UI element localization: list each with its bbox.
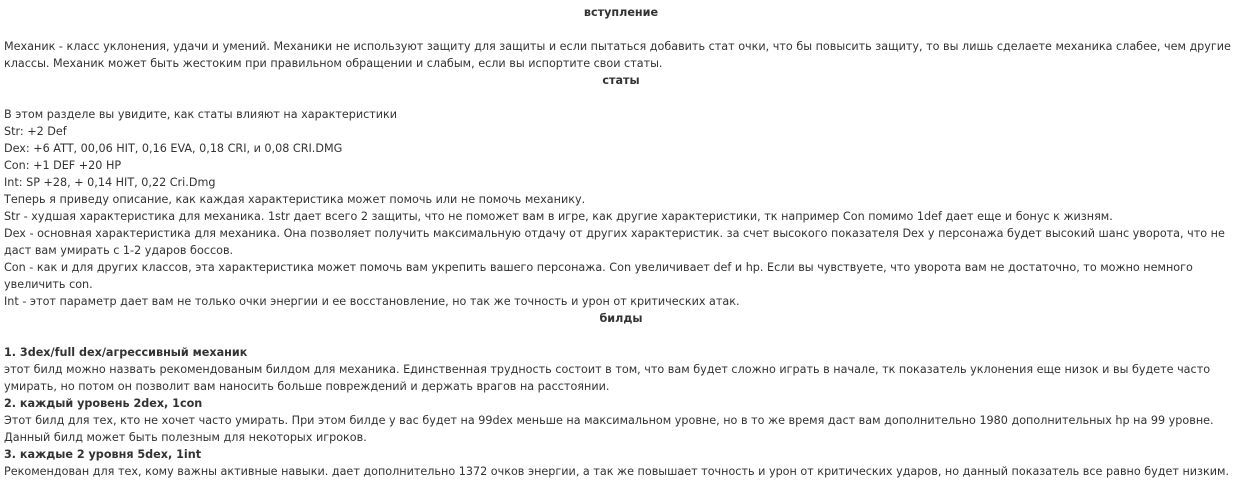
stats-line: Теперь я приведу описание, как каждая характеристика может помочь или не помочь механику. — [4, 193, 586, 206]
section-title-intro: вступление — [583, 6, 659, 19]
stats-line: Int - этот параметр дает вам не только очки энергии и ее восстановление, но так же точность и урон от критических атак. — [4, 295, 740, 308]
build-name: 2. каждый уровень 2dex, 1con — [4, 397, 203, 410]
build-description: этот билд можно назвать рекомендованым билдом для механика. Единственная трудность состоит в том, что вам будет сложно играть в начале, тк показатель уклонения еще низок и вы будете часто умирать, но потом он позволит вам наносить больше повреждений и держать врагов на расстоянии. — [4, 363, 1211, 393]
stats-line: Int: SP +28, + 0,14 HIT, 0,22 Cri.Dmg — [4, 176, 216, 189]
stats-line: Dex: +6 ATT, 00,06 HIT, 0,16 EVA, 0,18 CRI, и 0,08 CRI.DMG — [4, 142, 343, 155]
stats-line: Str: +2 Def — [4, 125, 67, 138]
build-description: Рекомендован для тех, кому важны активные навыки. дает дополнительно 1372 очков энергии, а так же повышает точность и урон от критических ударов, но данный показатель все равно будет низким. — [4, 465, 1230, 478]
stats-line: Con - как и для других классов, эта характеристика может помочь вам укрепить вашего персонажа. Con увеличивает def и hp. Если вы чувствуете, что уворота вам не достаточно, то можно немного увеличить con. — [4, 261, 1193, 291]
build-description: Этот билд для тех, кто не хочет часто умирать. При этом билде у вас будет на 99dex меньше на максимальном уровне, но в то же время даст вам дополнительно 1980 дополнительных hp на 99 уровне. Данный билд может быть полезным для некоторых игроков. — [4, 414, 1214, 444]
intro-text: Механик - класс уклонения, удачи и умений. Механики не используют защиту для защиты и если пытаться добавить стат очки, что бы повысить защиту, то вы лишь сделаете механика слабее, чем другие классы. Механик может быть жестоким при правильном обращении и слабым, если вы испортите свои статы. — [4, 40, 1231, 70]
stats-line: Dex - основная характеристика для механика. Она позволяет получить максимальную отдачу от других характеристик. за счет высокого показателя Dex у персонажа будет высокий шанс уворота, что не даст вам умирать с 1-2 ударов боссов. — [4, 227, 1225, 257]
section-title-stats: статы — [602, 74, 640, 87]
stats-line: В этом разделе вы увидите, как статы влияют на характеристики — [4, 108, 398, 121]
stats-line: Con: +1 DEF +20 HP — [4, 159, 122, 172]
build-name: 1. 3dex/full dex/агрессивный механик — [4, 346, 248, 359]
stats-line: Str - худшая характеристика для механика. 1str дает всего 2 защиты, что не поможет вам в игре, как другие характеристики, тк например Con помимо 1def дает еще и бонус к жизням. — [4, 210, 1113, 223]
section-title-builds: билды — [599, 312, 643, 325]
build-name: 3. каждые 2 уровня 5dex, 1int — [4, 448, 202, 461]
